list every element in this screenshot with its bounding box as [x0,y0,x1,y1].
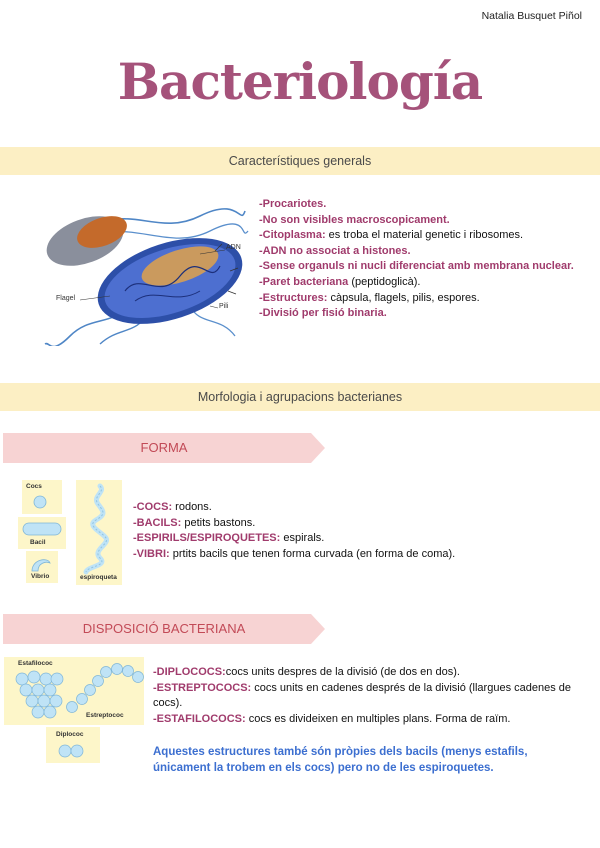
author-name: Natalia Busquet Piñol [481,10,582,22]
subsection-disposicio-label: DISPOSICIÓ BACTERIANA [82,621,246,636]
list-item: -Estructures: càpsula, flagels, pilis, espores. [259,291,480,304]
label-estafilococ: Estafilococ [18,660,53,667]
list-item: -ESTREPTOCOCS: cocs units en cadenes després de la divisió (llargues cadenes de cocs). [153,681,572,710]
section-header-morphology: Morfologia i agrupacions bacterianes [0,383,600,411]
label-cocs: Cocs [26,483,42,490]
label-espiroqueta: espiroqueta [80,574,117,581]
general-list [259,197,584,322]
list-item: -ADN no associat a histones. [259,244,411,257]
list-item: -ESPIRILS/ESPIROQUETES: espirals. [133,532,325,545]
list-item: -Citoplasma: es troba el material genetic i ribosomes. [259,229,524,242]
panel-arrangements [4,657,144,725]
list-item: -COCS: rodons. [133,501,212,513]
list-item: -Paret bacteriana (peptidoglicà). [259,275,421,288]
subsection-forma-label: FORMA [140,440,188,455]
label-bacil: Bacil [30,539,46,546]
list-item: -Procariotes. [259,198,327,210]
list-item: -VIBRI: prtits bacils que tenen forma curvada (en forma de coma). [133,547,456,560]
note-text: Aquestes estructures també són pròpies dels bacils (menys estafils, únicament la trobem en els cocs) pero no de les espiroquetes. [153,746,528,774]
panel-espiroqueta [76,480,122,585]
label-estreptococ: Estreptococ [86,712,124,719]
list-item: -No son visibles macroscopicament. [259,213,450,226]
list-item: -Sense organuls ni nucli diferenciat amb membrana nuclear. [259,260,574,273]
bacterium-illustration [40,196,250,346]
page-title: Bacteriología [117,52,483,111]
panel-bacil [18,517,66,549]
panel-vibrio [26,551,58,583]
label-flagel: Flagel [56,295,76,302]
list-item: -Divisió per fisió binaria. [259,307,387,320]
list-item: -DIPLOCOCS:cocs units despres de la divisió (de dos en dos). [153,666,460,678]
label-diplococ: Diplococ [56,731,84,738]
label-pili: Pili [219,303,229,310]
section-header-general: Característiques generals [0,147,600,175]
label-adn: ADN [226,244,241,251]
forma-list [133,500,573,562]
panel-cocs [22,480,62,514]
label-vibrio: Vibrio [31,573,50,580]
list-item: -BACILS: petits bastons. [133,516,256,529]
panel-diplococ [46,727,100,763]
subsection-forma [3,433,325,463]
disposicio-list [153,665,573,727]
list-item: -ESTAFILOCOCS: cocs es divideixen en multiples plans. Forma de raïm. [153,712,511,725]
subsection-disposicio [3,614,325,644]
